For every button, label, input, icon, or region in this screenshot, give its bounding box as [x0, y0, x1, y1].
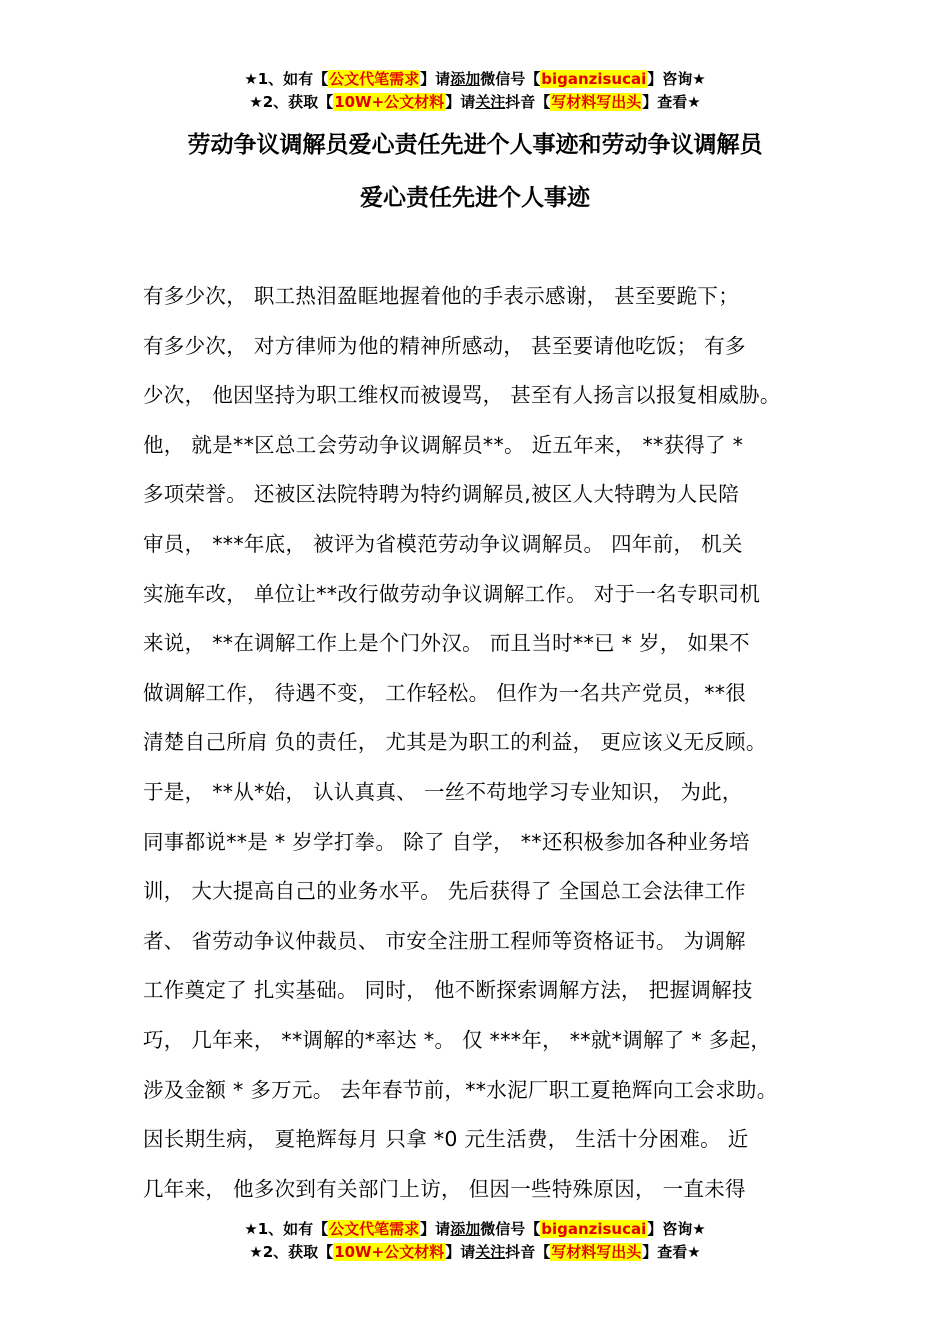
bottom-banner [0, 1218, 950, 1264]
banner-line-2: ★2、获取【10W+公文材料】请关注抖音【写材料写出头】查看★ [249, 93, 701, 111]
highlight-materials: 10W+公文材料 [334, 93, 445, 111]
highlight-materials: 10W+公文材料 [334, 1243, 445, 1261]
banner-line-1: ★1、如有【公文代笔需求】请添加微信号【biganzisucai】咨询★ [244, 1220, 706, 1238]
body-line: 几年来， 他多次到有关部门上访， 但因一些特殊原因， 一直未得 [143, 1176, 746, 1201]
highlight-wechat-id: biganzisucai [541, 70, 647, 88]
body-paragraph [143, 272, 833, 1214]
body-line: 同事都说**是 * 岁学打拳。 除了 自学， **还积极参加各种业务培 [143, 829, 750, 854]
banner-line-2: ★2、获取【10W+公文材料】请关注抖音【写材料写出头】查看★ [249, 1243, 701, 1261]
body-line: 涉及金额 * 多万元。 去年春节前，**水泥厂职工夏艳辉向工会求助。 [143, 1077, 778, 1102]
title-line-1: 劳动争议调解员爱心责任先进个人事迹和劳动争议调解员 [187, 132, 763, 158]
body-line: 于是， **从*始， 认认真真、 一丝不苟地学习专业知识， 为此， [143, 779, 743, 804]
body-line: 者、 省劳动争议仲裁员、 市安全注册工程师等资格证书。 为调解 [143, 928, 746, 953]
body-line: 少次， 他因坚持为职工维权而被谩骂， 甚至有人扬言以报复相威胁。 [143, 383, 781, 408]
body-line: 工作奠定了 扎实基础。 同时， 他不断探索调解方法， 把握调解技 [143, 978, 753, 1003]
highlight-douyin: 写材料写出头 [551, 1243, 642, 1261]
body-line: 审员， ***年底， 被评为省模范劳动争议调解员。 四年前， 机关 [143, 531, 743, 556]
body-line: 有多少次， 职工热泪盈眶地握着他的手表示感谢， 甚至要跪下； [143, 284, 740, 308]
body-line: 有多少次， 对方律师为他的精神所感动， 甚至要请他吃饭； 有多 [143, 333, 746, 358]
body-line: 做调解工作， 待遇不变， 工作轻松。 但作为一名共产党员，**很 [143, 680, 747, 705]
body-line: 多项荣誉。 还被区法院特聘为特约调解员,被区人大特聘为人民陪 [143, 482, 740, 507]
document-title [0, 120, 950, 223]
highlight-douyin: 写材料写出头 [551, 93, 642, 111]
body-line: 清楚自己所肩 负的责任， 尤其是为职工的利益， 更应该义无反顾。 [143, 730, 767, 755]
body-line: 因长期生病， 夏艳辉每月 只拿 *0 元生活费， 生活十分困难。 近 [143, 1127, 749, 1152]
highlight-wechat-id: biganzisucai [541, 1220, 647, 1238]
highlight-ghostwriting: 公文代笔需求 [329, 70, 420, 88]
top-banner [0, 68, 950, 114]
body-line: 来说， **在调解工作上是个门外汉。 而且当时**已 * 岁， 如果不 [143, 631, 750, 656]
body-line: 巧， 几年来， **调解的*率达 *。 仅 ***年， **就*调解了 * 多起， [143, 1027, 772, 1052]
body-line: 实施车改， 单位让**改行做劳动争议调解工作。 对于一名专职司机 [143, 581, 761, 606]
banner-line-1: ★1、如有【公文代笔需求】请添加微信号【biganzisucai】咨询★ [244, 70, 706, 88]
highlight-ghostwriting: 公文代笔需求 [329, 1220, 420, 1238]
title-line-2: 爱心责任先进个人事迹 [360, 185, 590, 211]
body-line: 训， 大大提高自己的业务水平。 先后获得了 全国总工会法律工作 [143, 879, 746, 904]
body-line: 他， 就是**区总工会劳动争议调解员**。 近五年来， **获得了 * [143, 432, 744, 457]
